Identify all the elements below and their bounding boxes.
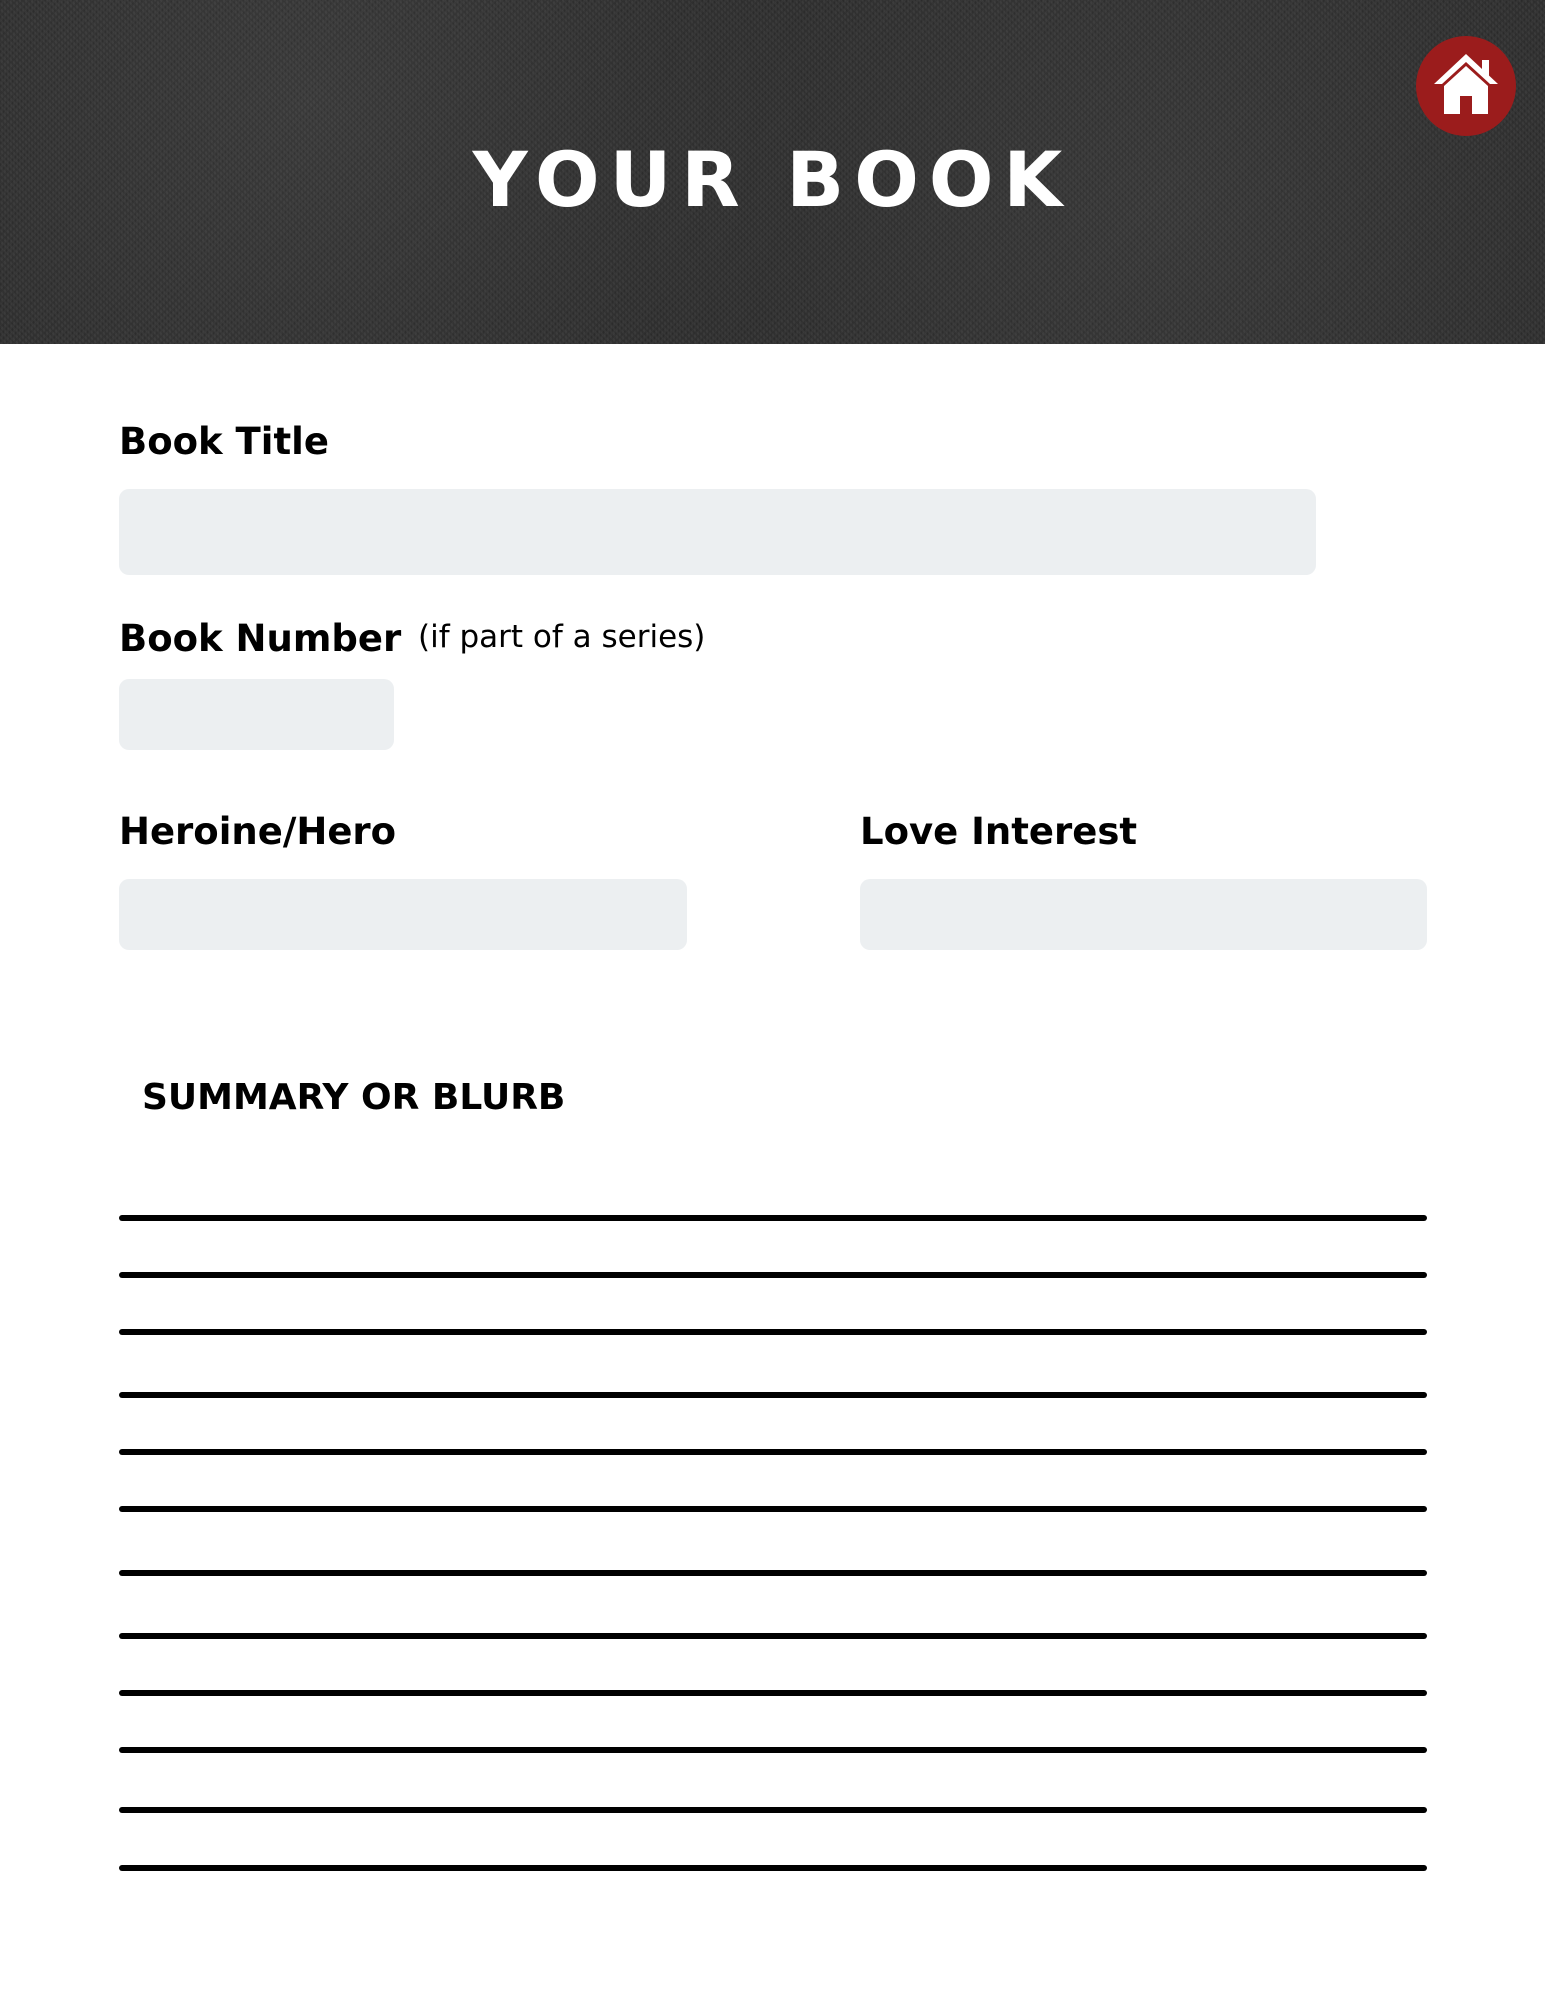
writing-line (119, 1807, 1427, 1813)
home-icon (1430, 48, 1502, 120)
summary-writing-area[interactable] (119, 1200, 1427, 1880)
page-title: YOUR BOOK (472, 135, 1073, 224)
love-interest-input[interactable] (860, 879, 1427, 950)
writing-line (119, 1506, 1427, 1512)
writing-line (119, 1272, 1427, 1278)
writing-line (119, 1449, 1427, 1455)
writing-line (119, 1329, 1427, 1335)
book-number-label: Book Number (119, 617, 402, 660)
home-button[interactable] (1416, 36, 1516, 136)
book-number-input[interactable] (119, 679, 394, 750)
writing-line (119, 1690, 1427, 1696)
love-interest-label: Love Interest (860, 810, 1138, 853)
book-title-label: Book Title (119, 420, 329, 463)
writing-line (119, 1865, 1427, 1871)
book-title-input[interactable] (119, 489, 1316, 575)
writing-line (119, 1392, 1427, 1398)
summary-heading: SUMMARY OR BLURB (142, 1077, 566, 1118)
writing-line (119, 1215, 1427, 1221)
writing-line (119, 1747, 1427, 1753)
page-header (0, 0, 1545, 344)
heroine-hero-label: Heroine/Hero (119, 810, 397, 853)
heroine-hero-input[interactable] (119, 879, 687, 950)
writing-line (119, 1633, 1427, 1639)
book-number-note: (if part of a series) (418, 619, 706, 655)
writing-line (119, 1570, 1427, 1576)
